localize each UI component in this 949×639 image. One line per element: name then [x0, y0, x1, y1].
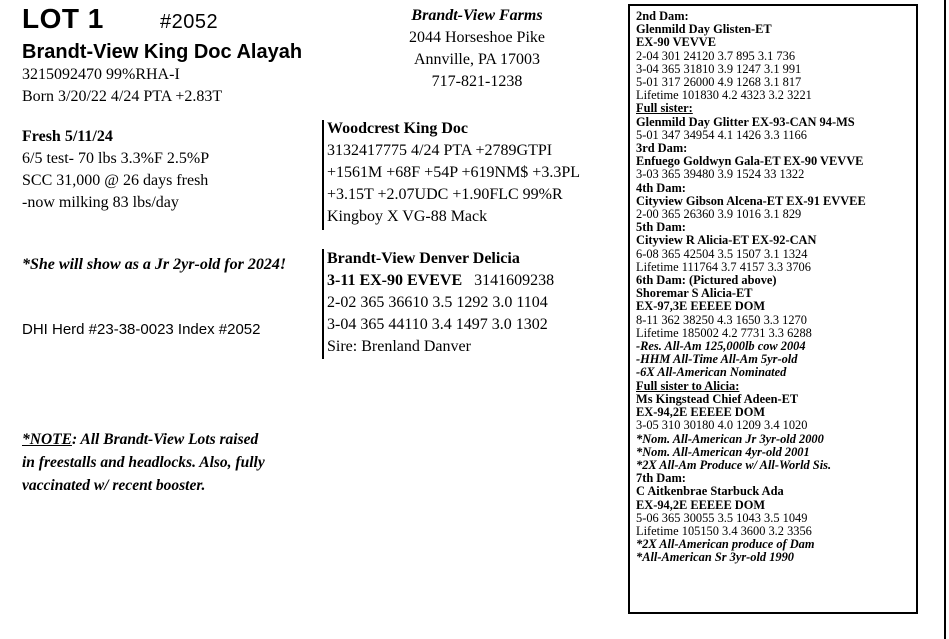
- pedigree-line: EX-94,2E EEEEE DOM: [636, 497, 766, 512]
- fresh-line-3: -now milking 83 lbs/day: [22, 194, 179, 211]
- footnote-line-2: in freestalls and headlocks. Also, fully: [22, 454, 265, 471]
- footnote-label: *NOTE: [22, 431, 72, 448]
- cow-birth-pta: Born 3/20/22 4/24 PTA +2.83T: [22, 88, 223, 105]
- pedigree-line: Full sister:: [636, 101, 693, 116]
- pedigree-line: *Nom. All-American Jr 3yr-old 2000: [636, 431, 824, 446]
- pedigree-line: EX-94,2E EEEEE DOM: [636, 405, 766, 420]
- fresh-heading: Fresh 5/11/24: [22, 128, 113, 145]
- pedigree-line: C Aitkenbrae Starbuck Ada: [636, 484, 784, 499]
- pedigree-line: Shoremar S Alicia-ET: [636, 286, 753, 301]
- pedigree-line: 6th Dam: (Pictured above): [636, 273, 777, 288]
- pedigree-line: 3-05 310 30180 4.0 1209 3.4 1020: [636, 418, 808, 433]
- sire-name: Woodcrest King Doc: [327, 120, 469, 137]
- sire-line-3: +3.15T +2.07UDC +1.90FLC 99%R: [327, 186, 563, 203]
- show-note: *She will show as a Jr 2yr-old for 2024!: [22, 256, 287, 273]
- fresh-line-2: SCC 31,000 @ 26 days fresh: [22, 172, 209, 189]
- dam-divider: [322, 249, 324, 359]
- farm-address-2: Annville, PA 17003: [413, 51, 541, 68]
- pedigree-line: 5-01 347 34954 4.1 1426 3.3 1166: [636, 127, 807, 142]
- cow-name: Brandt-View King Doc Alayah: [22, 41, 303, 63]
- cow-registration: 3215092470 99%RHA-I: [22, 66, 180, 83]
- lot-title: LOT 1: [22, 3, 104, 34]
- pedigree-line: 7th Dam:: [636, 471, 686, 486]
- pedigree-line: EX-90 VEVVE: [636, 35, 716, 50]
- lot-number: #2052: [160, 11, 219, 33]
- fresh-line-1: 6/5 test- 70 lbs 3.3%F 2.5%P: [22, 150, 210, 167]
- pedigree-line: Cityview R Alicia-ET EX-92-CAN: [636, 233, 817, 248]
- pedigree-line: -Res. All-Am 125,000lb cow 2004: [636, 339, 806, 354]
- pedigree-line: 3-04 365 31810 3.9 1247 3.1 991: [636, 61, 802, 76]
- pedigree-line: 3rd Dam:: [636, 141, 688, 156]
- pedigree-line: Glenmild Day Glitter EX-93-CAN 94-MS: [636, 114, 855, 129]
- dam-score: 3-11 EX-90 EVEVE: [327, 272, 463, 289]
- sire-line-4: Kingboy X VG-88 Mack: [327, 208, 488, 225]
- footnote-line-1-text: : All Brandt-View Lots raised: [71, 431, 259, 448]
- pedigree-box: [628, 4, 918, 614]
- pedigree-line: -HHM All-Time All-Am 5yr-old: [636, 352, 798, 367]
- pedigree-line: *2X All-American produce of Dam: [636, 537, 815, 552]
- farm-name: Brandt-View Farms: [411, 7, 543, 24]
- dam-name: Brandt-View Denver Delicia: [327, 250, 520, 267]
- pedigree-line: *2X All-Am Produce w/ All-World Sis.: [636, 457, 832, 472]
- pedigree-line: -6X All-American Nominated: [636, 365, 787, 380]
- dam-line-1: 2-02 365 36610 3.5 1292 3.0 1104: [327, 294, 548, 311]
- pedigree-line: Lifetime 111764 3.7 4157 3.3 3706: [636, 259, 811, 274]
- sire-divider: [322, 120, 324, 230]
- pedigree-line: EX-97,3E EEEEE DOM: [636, 299, 766, 314]
- pedigree-line: Ms Kingstead Chief Adeen-ET: [636, 391, 799, 406]
- pedigree-line: 2-00 365 26360 3.9 1016 3.1 829: [636, 207, 802, 222]
- page-edge-line: [944, 0, 946, 639]
- pedigree-line: *All-American Sr 3yr-old 1990: [636, 550, 794, 565]
- pedigree-line: 2-04 301 24120 3.7 895 3.1 736: [636, 48, 796, 63]
- pedigree-line: 5-06 365 30055 3.5 1043 3.5 1049: [636, 510, 808, 525]
- pedigree-line: 8-11 362 38250 4.3 1650 3.3 1270: [636, 312, 807, 327]
- dam-score-line: [327, 270, 554, 292]
- pedigree-line: 6-08 365 42504 3.5 1507 3.1 1324: [636, 246, 808, 261]
- footnote-line-1: [22, 429, 258, 452]
- pedigree-line: *Nom. All-American 4yr-old 2001: [636, 444, 810, 459]
- pedigree-line: 2nd Dam:: [636, 9, 689, 23]
- pedigree-line: Cityview Gibson Alcena-ET EX-91 EVVEE: [636, 193, 866, 208]
- farm-address-1: 2044 Horseshoe Pike: [409, 29, 545, 46]
- pedigree-line: Full sister to Alicia:: [636, 378, 740, 393]
- dam-sire: Sire: Brenland Danver: [327, 338, 471, 355]
- pedigree-line: Lifetime 105150 3.4 3600 3.2 3356: [636, 523, 812, 538]
- farm-phone: 717-821-1238: [431, 73, 523, 90]
- pedigree-line: Enfuego Goldwyn Gala-ET EX-90 VEVVE: [636, 154, 864, 169]
- pedigree-line: Lifetime 101830 4.2 4323 3.2 3221: [636, 88, 812, 103]
- pedigree-line: 5th Dam:: [636, 220, 686, 235]
- sire-line-2: +1561M +68F +54P +619NM$ +3.3PL: [327, 164, 580, 181]
- dhi-herd-info: DHI Herd #23-38-0023 Index #2052: [22, 321, 261, 338]
- sire-line-1: 3132417775 4/24 PTA +2789GTPI: [327, 142, 553, 159]
- footnote-line-3: vaccinated w/ recent booster.: [22, 477, 206, 494]
- dam-registration: 3141609238: [474, 272, 555, 289]
- pedigree-line: 3-03 365 39480 3.9 1524 33 1322: [636, 167, 805, 182]
- pedigree-line: Lifetime 185002 4.2 7731 3.3 6288: [636, 325, 812, 340]
- dam-line-2: 3-04 365 44110 3.4 1497 3.0 1302: [327, 316, 548, 333]
- pedigree-line: 5-01 317 26000 4.9 1268 3.1 817: [636, 75, 802, 90]
- pedigree-line: 4th Dam:: [636, 180, 686, 195]
- pedigree-line: Glenmild Day Glisten-ET: [636, 22, 772, 37]
